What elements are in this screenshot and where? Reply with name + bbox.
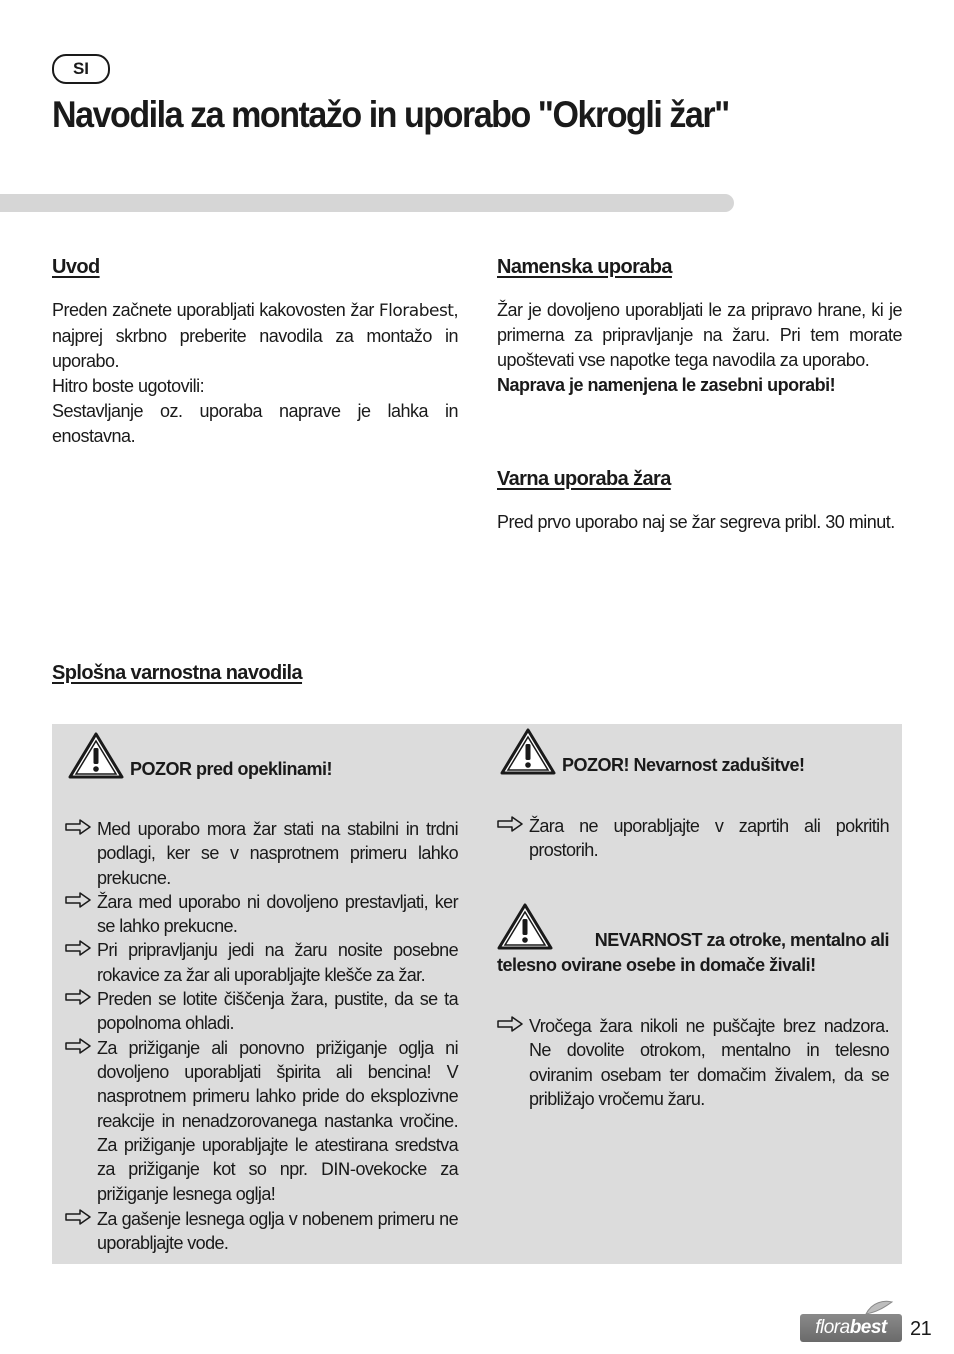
arrow-right-icon [65,1038,91,1054]
children-warning-title-line2: telesno ovirane osebe in domače živali! [497,955,816,975]
florabest-logo: florabest [800,1314,902,1342]
intro-section [52,256,458,449]
children-warning-header [497,903,889,951]
safe-use-text: Pred prvo uporabo naj se žar segreva pribl. 30 minut. [497,512,895,532]
general-safety-heading: Splošna varnostna navodila [52,662,303,684]
arrow-right-icon [65,892,91,908]
arrow-right-icon [497,1016,523,1032]
arrow-right-icon [65,1209,91,1225]
warning-triangle-icon [500,728,556,776]
children-warning-list [484,1014,889,1111]
suffocation-warning-list [484,814,889,863]
intro-paragraph [52,298,458,374]
safe-use-heading: Varna uporaba žara [497,468,671,490]
list-item: Za gašenje lesnega oglja v nobenem primeru ne uporabljajte vode. [52,1207,458,1256]
children-warning [497,903,889,976]
arrow-right-icon [65,989,91,1005]
suffocation-warning-title: POZOR! Nevarnost zadušitve! [562,755,805,775]
list-item: Pri pripravljanju jedi na žaru nosite posebne rokavice za žar ali uporabljajte klešče za žar. [52,938,458,987]
warning-triangle-icon [497,903,553,951]
burn-warning [68,732,458,780]
din-standard-label: DIN- [320,1160,356,1181]
intended-use-text: Žar je dovoljeno uporabljati le za pripravo hrane, ki je primerna za pripravljanje na žaru. Pri tem morate upoštevati vse napotke tega navodila za uporabo. [497,300,902,370]
page-title: Navodila za montažo in uporabo "Okrogli žar" [52,94,729,135]
intro-line-quick: Hitro boste ugotovili: [52,376,205,396]
arrow-right-icon [65,819,91,835]
list-item: Za prižiganje ali ponovno prižiganje oglja ni dovoljeno uporabljati špirita ali bencina! V nasprotnem primeru lahko pride do eksplozivne reakcije in nenadzorovanega nastanka vročine. Za prižiganje uporabljajte le atestirana sredstva za prižiganje kot so npr. DIN-ovekocke za prižiganje lesnega oglja! [52,1036,458,1207]
brand-name-inline: Florabest [378,301,454,321]
intro-text-end: , najprej skrbno preberite navodila za montažo in uporabo. [52,300,458,371]
children-warning-title-line1: NEVARNOST za otroke, mentalno ali [594,930,889,950]
intro-text-start: Preden začnete uporabljati kakovosten žar [52,300,374,320]
page-number: 21 [910,1318,932,1340]
intended-use-notice: Naprava je namenjena le zasebni uporabi! [497,375,836,395]
suffocation-warning [500,728,890,776]
suffocation-warning-header [500,728,890,776]
list-item: Med uporabo mora žar stati na stabilni in trdni podlagi, ker se v nasprotnem primeru lahko prekucne. [52,817,458,890]
burn-warning-list [52,817,458,1255]
list-item: Žara ne uporabljajte v zaprtih ali pokritih prostorih. [484,814,889,863]
burn-warning-title: POZOR pred opeklinami! [130,759,333,779]
list-item: Žara med uporabo ni dovoljeno prestavljati, ker se lahko prekucne. [52,890,458,939]
burn-warning-header [68,732,458,780]
warning-triangle-icon [68,732,124,780]
intro-line-easy: Sestavljanje oz. uporaba naprave je lahka in enostavna. [52,401,458,446]
list-item: Vročega žara nikoli ne puščajte brez nadzora. Ne dovolite otrokom, mentalno in telesno oviranim osebam ter domačim živalem, da se približajo vročemu žaru. [484,1014,889,1111]
intended-use-heading: Namenska uporaba [497,256,672,278]
leaf-icon [864,1300,894,1316]
intro-heading: Uvod [52,256,100,278]
arrow-right-icon [497,816,523,832]
list-item: Preden se lotite čiščenja žara, pustite, da se ta popolnoma ohladi. [52,987,458,1036]
language-badge: SI [52,54,110,84]
arrow-right-icon [65,940,91,956]
title-divider-bar [0,194,734,212]
intended-use-section [497,256,902,398]
safe-use-section [497,468,902,535]
